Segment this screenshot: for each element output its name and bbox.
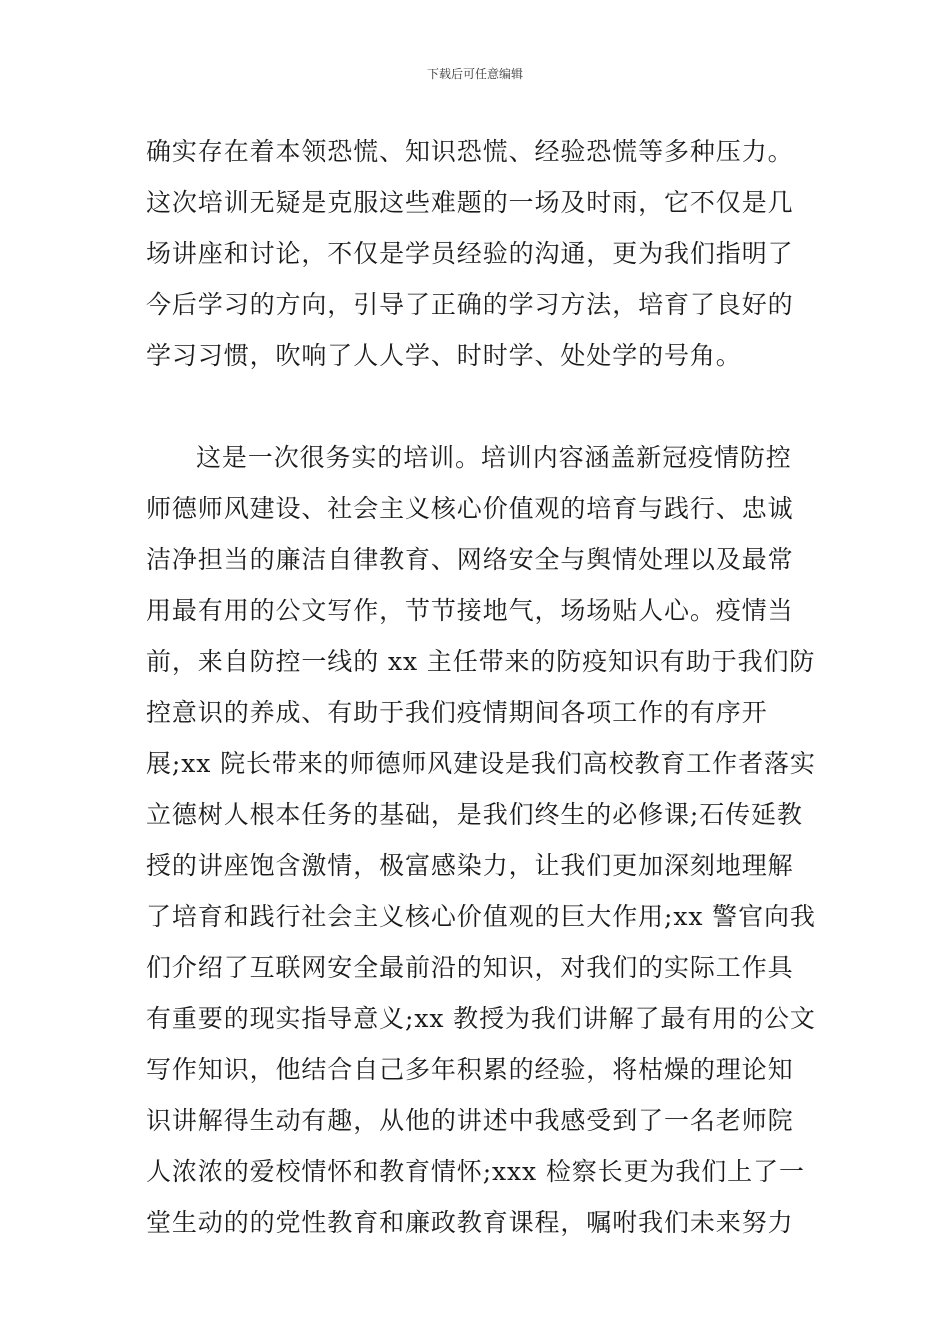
- text-line: 写作知识，他结合自己多年积累的经验，将枯燥的理论知: [146, 1055, 794, 1084]
- text-line: 堂生动的的党性教育和廉政教育课程，嘱咐我们未来努力: [146, 1208, 794, 1237]
- paragraph-2: [146, 432, 816, 1248]
- text-line: 场讲座和讨论，不仅是学员经验的沟通，更为我们指明了: [146, 239, 794, 268]
- document-body: [146, 126, 816, 1248]
- text-line: 今后学习的方向，引导了正确的学习方法，培育了良好的: [146, 290, 794, 319]
- text-line: 展;xx 院长带来的师德师风建设是我们高校教育工作者落实: [146, 749, 816, 778]
- paragraph-gap: [146, 381, 810, 432]
- page-header: 下载后可任意编辑: [426, 67, 523, 81]
- text-line: 洁净担当的廉洁自律教育、网络安全与舆情处理以及最常: [146, 545, 794, 574]
- text-line: 控意识的养成、有助于我们疫情期间各项工作的有序开: [146, 698, 768, 727]
- text-line: 了培育和践行社会主义核心价值观的巨大作用;xx 警官向我: [146, 902, 816, 931]
- text-line: 有重要的现实指导意义;xx 教授为我们讲解了最有用的公文: [146, 1004, 816, 1033]
- text-line: 这是一次很务实的培训。培训内容涵盖新冠疫情防控: [196, 443, 792, 472]
- text-line: 人浓浓的爱校情怀和教育情怀;xxx 检察长更为我们上了一: [146, 1157, 805, 1186]
- text-line: 师德师风建设、社会主义核心价值观的培育与践行、忠诚: [146, 494, 794, 523]
- text-line: 立德树人根本任务的基础，是我们终生的必修课;石传延教: [146, 800, 803, 829]
- text-line: 识讲解得生动有趣，从他的讲述中我感受到了一名老师院: [146, 1106, 794, 1135]
- text-line: 这次培训无疑是克服这些难题的一场及时雨，它不仅是几: [146, 188, 794, 217]
- text-line: 学习习惯，吹响了人人学、时时学、处处学的号角。: [146, 341, 742, 370]
- text-line: 们介绍了互联网安全最前沿的知识，对我们的实际工作具: [146, 953, 794, 982]
- text-line: 确实存在着本领恐慌、知识恐慌、经验恐慌等多种压力。: [146, 137, 794, 166]
- text-line: 前，来自防控一线的 xx 主任带来的防疫知识有助于我们防: [146, 647, 816, 676]
- text-line: 授的讲座饱含激情，极富感染力，让我们更加深刻地理解: [146, 851, 794, 880]
- text-line: 用最有用的公文写作，节节接地气，场场贴人心。疫情当: [146, 596, 794, 625]
- paragraph-1: [146, 126, 810, 381]
